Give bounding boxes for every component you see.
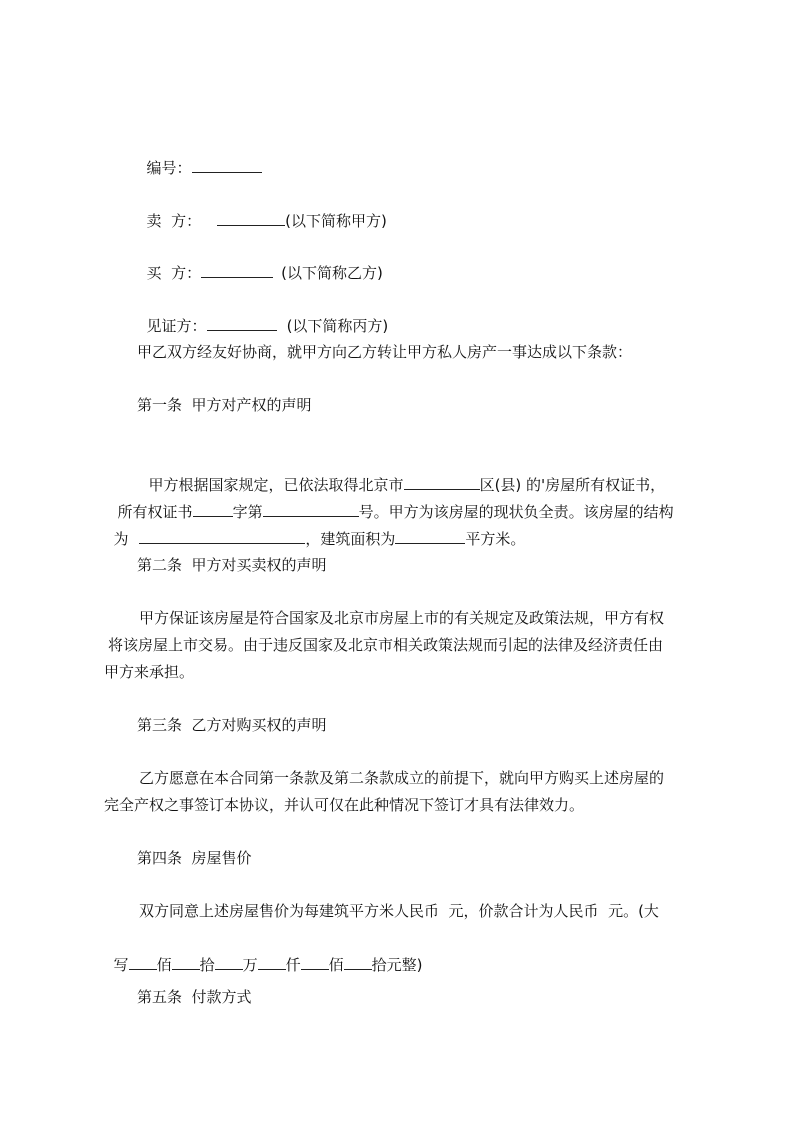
article-4-line-1: 双方同意上述房屋售价为每建筑平方米人民币 元，价款合计为人民币 元。(大	[139, 902, 659, 920]
article-3-line-2: 完全产权之事签订本协议，并认可仅在此种情况下签订才具有法律效力。	[104, 796, 585, 814]
seller-label: 卖 方：	[146, 212, 202, 230]
amount-hundred-blank[interactable]	[301, 952, 329, 970]
article-1-line-3: 为 ，建筑面积为 平方米。	[104, 499, 525, 553]
structure-blank[interactable]	[139, 526, 305, 544]
witness-suffix: (以下简称丙方)	[286, 317, 389, 335]
amount-ten-blank[interactable]	[344, 952, 372, 970]
amount-thousand-blank[interactable]	[258, 952, 286, 970]
contract-number-label: 编号：	[146, 159, 192, 177]
contract-number-line	[137, 128, 262, 182]
article-4-title: 第四条 房屋售价	[137, 849, 252, 867]
buyer-blank[interactable]	[201, 260, 273, 278]
witness-blank[interactable]	[207, 313, 277, 331]
witness-label: 见证方：	[146, 317, 207, 335]
article-3-line-1: 乙方愿意在本合同第一条款及第二条款成立的前提下，就向甲方购买上述房屋的	[139, 769, 665, 787]
area-blank[interactable]	[395, 526, 465, 544]
witness-line	[137, 286, 388, 340]
buyer-label: 买 方：	[146, 264, 202, 282]
amount-ten-thousand-blank[interactable]	[215, 952, 243, 970]
article-2-title: 第二条 甲方对买卖权的声明	[137, 556, 327, 574]
amount-hundred-million-blank[interactable]	[129, 952, 157, 970]
article-1-line-2: 所有权证书 字第 号。甲方为该房屋的现状负全责。该房屋的结构	[108, 472, 674, 526]
buyer-suffix: (以下简称乙方)	[281, 264, 383, 282]
amount-ten-million-blank[interactable]	[172, 952, 200, 970]
article-3-title: 第三条 乙方对购买权的声明	[137, 716, 327, 734]
contract-number-blank[interactable]	[192, 155, 262, 173]
article-2-line-3: 甲方来承担。	[104, 663, 195, 681]
article-4-line-2: 写 佰 拾 万 仟 佰 拾元整)	[104, 925, 423, 979]
article-1-line-1: 甲方根据国家规定，已依法取得北京市 区(县) 的'房屋所有权证书，	[139, 445, 665, 499]
seller-line	[137, 181, 387, 235]
seller-blank[interactable]	[217, 208, 285, 226]
article-2-line-1: 甲方保证该房屋是符合国家及北京市房屋上市的有关规定及政策法规，甲方有权	[139, 609, 665, 627]
seller-suffix: (以下简称甲方)	[285, 212, 387, 230]
article-1-title: 第一条 甲方对产权的声明	[137, 396, 312, 414]
intro-paragraph: 甲乙双方经友好协商，就甲方向乙方转让甲方私人房产一事达成以下条款：	[137, 343, 633, 361]
buyer-line	[137, 233, 383, 287]
article-2-line-2: 将该房屋上市交易。由于违反国家及北京市相关政策法规而引起的法律及经济责任由	[108, 636, 664, 654]
article-5-title: 第五条 付款方式	[137, 988, 252, 1006]
